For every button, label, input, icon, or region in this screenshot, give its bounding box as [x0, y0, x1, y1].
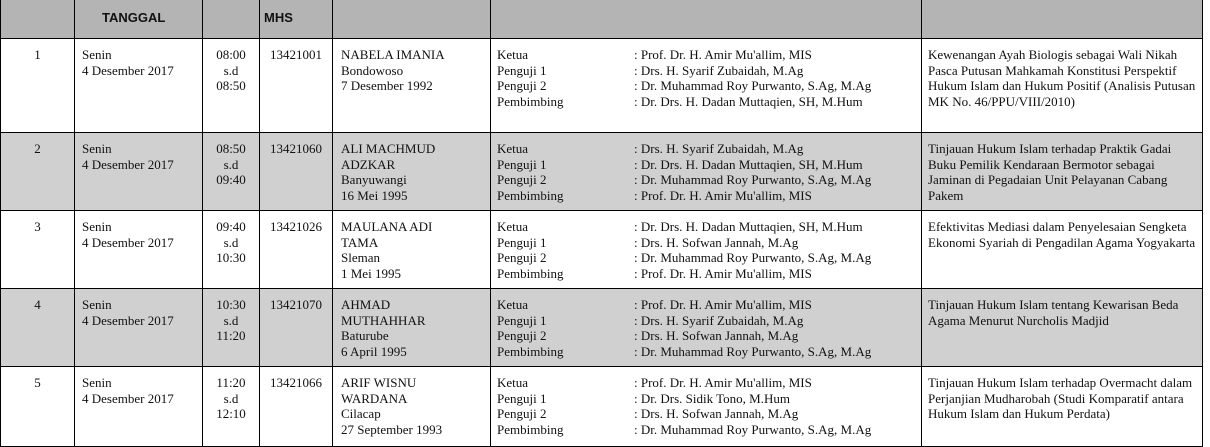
panel-member [497, 313, 921, 329]
panel-member [497, 94, 921, 110]
panel-role: Penguji 2 [497, 328, 547, 343]
student-id: 13421001 [260, 39, 333, 133]
table-row [1, 39, 1203, 133]
header-name [333, 0, 491, 39]
row-number: 3 [1, 211, 75, 289]
panel-member [497, 78, 921, 94]
panel-examiner-name: : Drs. H. Syarif Zubaidah, M.Ag [634, 312, 804, 328]
panel-role: Pembimbing [497, 265, 564, 281]
header-time [203, 0, 260, 39]
panel-examiner-name: : Drs. H. Sofwan Jannah, M.Ag [634, 234, 799, 250]
panel-member [497, 328, 921, 344]
exam-date [75, 211, 203, 289]
exam-day: Senin [82, 375, 112, 390]
exam-date-text: 4 Desember 2017 [82, 390, 174, 406]
student-name-birth: AHMAD MUTHAHHAR Baturube 6 April 1995 [333, 289, 491, 367]
exam-time: 09:40 s.d 10:30 [203, 211, 260, 289]
header-title [922, 0, 1203, 39]
table-row [1, 133, 1203, 211]
panel-member [497, 172, 921, 188]
panel-examiner-name: : Prof. Dr. H. Amir Mu'allim, MIS [634, 265, 812, 281]
panel-examiner-name: : Dr. Drs. H. Dadan Muttaqien, SH, M.Hum [634, 156, 863, 172]
examiner-panel [491, 289, 922, 367]
exam-day: Senin [82, 141, 112, 156]
examiner-panel [491, 39, 922, 133]
exam-date-text: 4 Desember 2017 [82, 62, 174, 78]
examiner-panel [491, 211, 922, 289]
student-id: 13421066 [260, 367, 333, 447]
thesis-title: Efektivitas Mediasi dalam Penyelesaian Sengketa Ekonomi Syariah di Pengadilan Agama Yogyakarta [922, 211, 1203, 289]
panel-member [497, 235, 921, 251]
panel-member [497, 141, 921, 157]
panel-examiner-name: : Drs. H. Syarif Zubaidah, M.Ag [634, 141, 804, 156]
panel-member [497, 297, 921, 313]
header-no [1, 0, 75, 39]
student-name-birth: ARIF WISNU WARDANA Cilacap 27 September 1993 [333, 367, 491, 447]
panel-role: Penguji 1 [497, 390, 547, 406]
panel-role: Penguji 2 [497, 172, 547, 187]
panel-member [497, 344, 921, 360]
panel-role: Penguji 1 [497, 312, 547, 328]
panel-examiner-name: : Dr. Muhammad Roy Purwanto, S.Ag, M.Ag [634, 421, 872, 437]
table-row [1, 211, 1203, 289]
exam-day: Senin [82, 219, 112, 234]
panel-member [497, 188, 921, 204]
exam-time: 11:20 s.d 12:10 [203, 367, 260, 447]
panel-member [497, 47, 921, 63]
panel-role: Penguji 1 [497, 62, 547, 78]
panel-role: Ketua [497, 219, 529, 234]
panel-examiner-name: : Drs. H. Sofwan Jannah, M.Ag [634, 328, 799, 343]
table-header-row [1, 0, 1203, 39]
panel-member [497, 266, 921, 282]
panel-member [497, 157, 921, 173]
header-panel [491, 0, 922, 39]
panel-examiner-name: : Dr. Muhammad Roy Purwanto, S.Ag, M.Ag [634, 250, 872, 265]
panel-member [497, 219, 921, 235]
panel-examiner-name: : Prof. Dr. H. Amir Mu'allim, MIS [634, 375, 812, 390]
thesis-title: Tinjauan Hukum Islam terhadap Praktik Gadai Buku Pemilik Kendaraan Bermotor sebagai Jaminan di Pegadaian Unit Pelayanan Cabang Pakem [922, 133, 1203, 211]
panel-member [497, 391, 921, 407]
exam-date-text: 4 Desember 2017 [82, 156, 174, 172]
panel-role: Ketua [497, 375, 529, 390]
panel-role: Penguji 2 [497, 250, 547, 265]
row-number: 1 [1, 39, 75, 133]
panel-role: Ketua [497, 297, 529, 312]
panel-examiner-name: : Dr. Drs. H. Dadan Muttaqien, SH, M.Hum [634, 93, 863, 109]
header-tanggal: TANGGAL [75, 0, 203, 39]
panel-examiner-name: : Drs. H. Sofwan Jannah, M.Ag [634, 406, 799, 421]
panel-role: Ketua [497, 47, 529, 62]
thesis-title: Kewenangan Ayah Biologis sebagai Wali Nikah Pasca Putusan Mahkamah Konstitusi Perspektif Hukum Islam dan Hukum Positif (Analisis Putusan MK No. 46/PPU/VIII/2010) [922, 39, 1203, 133]
student-name-birth: ALI MACHMUD ADZKAR Banyuwangi 16 Mei 1995 [333, 133, 491, 211]
panel-role: Penguji 2 [497, 406, 547, 421]
panel-examiner-name: : Prof. Dr. H. Amir Mu'allim, MIS [634, 187, 812, 203]
table-row [1, 367, 1203, 447]
student-name-birth: NABELA IMANIA Bondowoso 7 Desember 1992 [333, 39, 491, 133]
examiner-panel [491, 133, 922, 211]
panel-role: Penguji 2 [497, 78, 547, 93]
panel-member [497, 406, 921, 422]
header-mhs: MHS [260, 0, 333, 39]
panel-examiner-name: : Dr. Drs. Sidik Tono, M.Hum [634, 390, 790, 406]
examiner-panel [491, 367, 922, 447]
panel-member [497, 422, 921, 438]
panel-examiner-name: : Prof. Dr. H. Amir Mu'allim, MIS [634, 297, 812, 312]
panel-role: Pembimbing [497, 421, 564, 437]
exam-time: 08:00 s.d 08:50 [203, 39, 260, 133]
exam-time: 10:30 s.d 11:20 [203, 289, 260, 367]
exam-date [75, 39, 203, 133]
exam-time: 08:50 s.d 09:40 [203, 133, 260, 211]
panel-examiner-name: : Dr. Muhammad Roy Purwanto, S.Ag, M.Ag [634, 343, 872, 359]
exam-date [75, 367, 203, 447]
panel-role: Penguji 1 [497, 156, 547, 172]
exam-date [75, 133, 203, 211]
thesis-title: Tinjauan Hukum Islam terhadap Overmacht dalam Perjanjian Mudharobah (Studi Komparatif antara Hukum Islam dan Hukum Perdata) [922, 367, 1203, 447]
row-number: 5 [1, 367, 75, 447]
thesis-title: Tinjauan Hukum Islam tentang Kewarisan Beda Agama Menurut Nurcholis Madjid [922, 289, 1203, 367]
panel-member [497, 63, 921, 79]
student-name-birth: MAULANA ADI TAMA Sleman 1 Mei 1995 [333, 211, 491, 289]
panel-examiner-name: : Prof. Dr. H. Amir Mu'allim, MIS [634, 47, 812, 62]
panel-examiner-name: : Drs. H. Syarif Zubaidah, M.Ag [634, 62, 804, 78]
student-id: 13421026 [260, 211, 333, 289]
panel-role: Pembimbing [497, 343, 564, 359]
panel-role: Pembimbing [497, 93, 564, 109]
panel-role: Pembimbing [497, 187, 564, 203]
panel-role: Ketua [497, 141, 529, 156]
exam-date-text: 4 Desember 2017 [82, 312, 174, 328]
panel-member [497, 375, 921, 391]
panel-role: Penguji 1 [497, 234, 547, 250]
student-id: 13421060 [260, 133, 333, 211]
exam-day: Senin [82, 297, 112, 312]
exam-date [75, 289, 203, 367]
panel-examiner-name: : Dr. Muhammad Roy Purwanto, S.Ag, M.Ag [634, 78, 872, 93]
panel-member [497, 250, 921, 266]
row-number: 4 [1, 289, 75, 367]
exam-date-text: 4 Desember 2017 [82, 234, 174, 250]
panel-examiner-name: : Dr. Muhammad Roy Purwanto, S.Ag, M.Ag [634, 172, 872, 187]
panel-examiner-name: : Dr. Drs. H. Dadan Muttaqien, SH, M.Hum [634, 219, 863, 234]
student-id: 13421070 [260, 289, 333, 367]
table-row [1, 289, 1203, 367]
exam-day: Senin [82, 47, 112, 62]
row-number: 2 [1, 133, 75, 211]
